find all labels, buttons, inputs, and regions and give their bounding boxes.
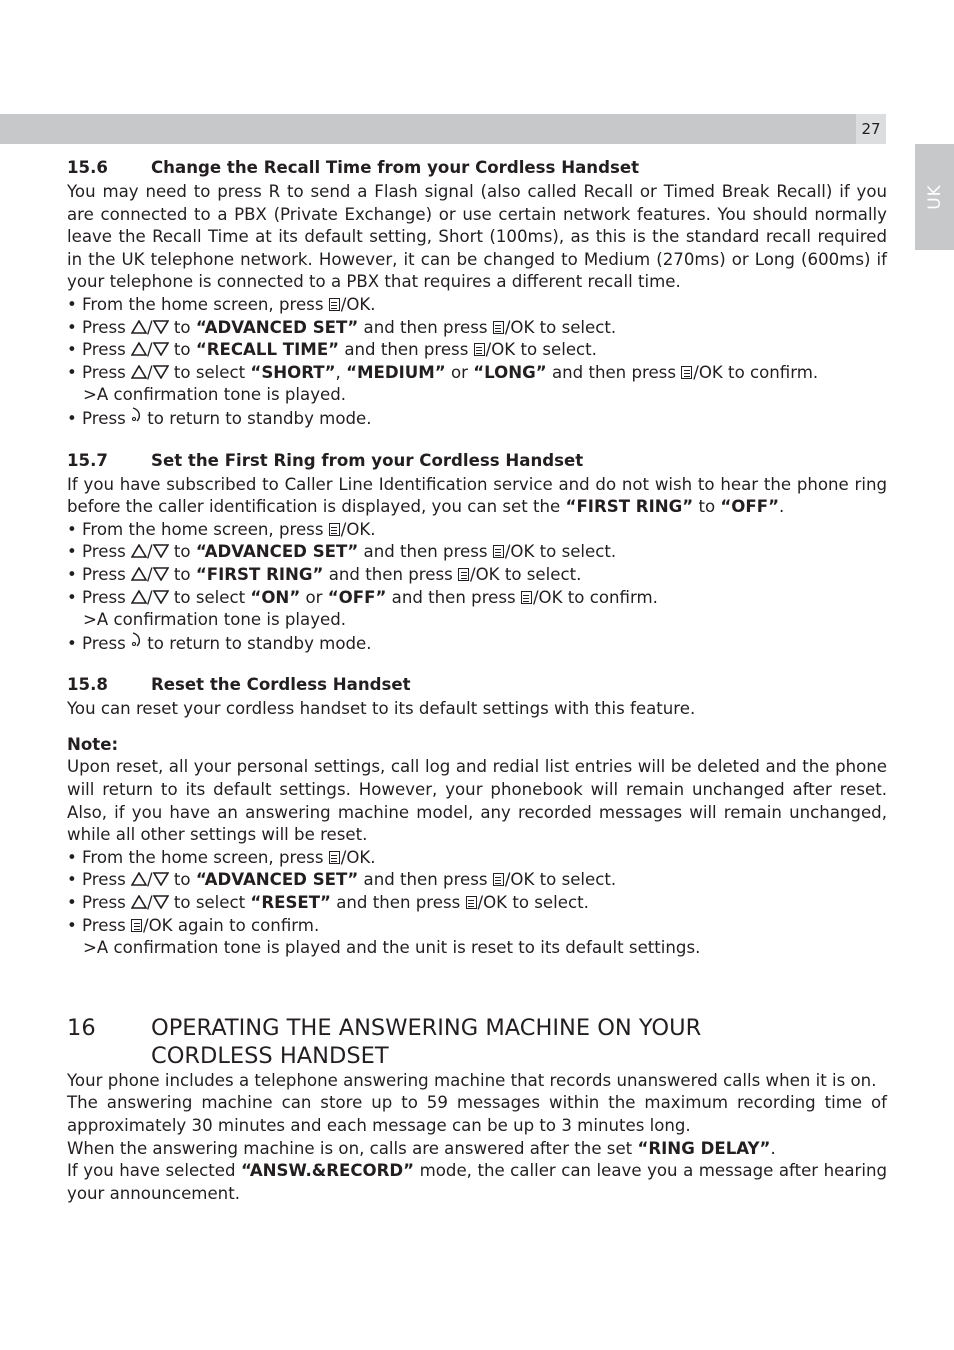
- text: • Press: [67, 340, 126, 360]
- menu-option: “FIRST RING”: [195, 564, 324, 584]
- text: and then press: [336, 893, 461, 913]
- text: and then press: [363, 542, 488, 562]
- side-tab: [915, 144, 954, 250]
- chapter-16-paragraph: Your phone includes a telephone answering machine that records unanswered calls when it is on.: [67, 1070, 877, 1090]
- chapter-title: [151, 1014, 701, 1070]
- header-bar: [0, 114, 856, 144]
- menu-option: “SHORT”: [250, 362, 336, 382]
- text: • Press: [67, 587, 126, 607]
- text: • Press: [67, 408, 126, 428]
- section-15-6-intro: [67, 181, 887, 294]
- list-item: [67, 915, 887, 938]
- section-title: Set the First Ring from your Cordless Handset: [151, 450, 584, 470]
- menu-icon: [329, 523, 340, 536]
- text: • Press: [67, 542, 126, 562]
- text: /OK to confirm.: [693, 362, 819, 382]
- down-arrow-icon: [153, 872, 169, 886]
- section-15-8-intro: You can reset your cordless handset to its default settings with this feature.: [67, 699, 696, 719]
- text: to select: [173, 362, 246, 382]
- note-text: Upon reset, all your personal settings, call log and redial list entries will be deleted and the phone will return to its default settings. However, your phonebook will remain unchanged after reset. Also, if you have an answering machine model, any recorded messages will remain unchanged, while all other settings will be reset.: [67, 757, 887, 845]
- list-item: • Press / to “ADVANCED SET” and then press /OK to select.: [67, 542, 617, 562]
- list-item: [67, 519, 887, 542]
- text: and then press: [391, 587, 516, 607]
- text: to send a Flash signal (also called Recall or Timed Break Recall) if you are connected to a PBX (Private Exchange) or use certain network features. You should normally leave the Recall Time at its default setting, Short (100ms), as this is the standard recall required in the UK telephone network. However, it can be changed to Medium (270ms) or Long (600ms) if your telephone is connected to a PBX that requires a different recall time.: [67, 182, 887, 292]
- down-arrow-icon: [153, 342, 169, 356]
- text: • From the home screen, press: [67, 847, 324, 867]
- text: If you have selected: [67, 1161, 236, 1181]
- page-content: [67, 155, 887, 1205]
- up-arrow-icon: [131, 895, 147, 909]
- end-call-icon: [131, 632, 142, 657]
- list-item: [67, 294, 887, 317]
- down-arrow-icon: [153, 365, 169, 379]
- menu-option: “ON”: [250, 587, 301, 607]
- list-item: [67, 407, 887, 432]
- text: to select: [173, 587, 246, 607]
- list-item: • Press / to select “SHORT”, “MEDIUM” or “LONG” and then press /OK to confirm.: [67, 362, 819, 382]
- text: /OK to select.: [504, 317, 617, 337]
- text: and then press: [363, 317, 488, 337]
- text: to select: [173, 893, 246, 913]
- menu-option: “RECALL TIME”: [195, 340, 340, 360]
- text: ,: [335, 362, 341, 382]
- chapter-16-paragraph: [67, 1138, 887, 1161]
- menu-icon: [466, 896, 477, 909]
- text: to: [173, 317, 191, 337]
- text: .: [770, 1138, 776, 1158]
- spacer: [67, 432, 887, 448]
- list-item: [67, 847, 887, 870]
- text: • From the home screen, press: [67, 519, 324, 539]
- menu-icon: [493, 873, 504, 886]
- list-item: • Press / to “RECALL TIME” and then press /OK to select.: [67, 340, 597, 360]
- text: to return to standby mode.: [147, 633, 372, 653]
- text: and then press: [344, 340, 469, 360]
- side-tab-label: UK: [924, 184, 945, 210]
- page-number: 27: [856, 114, 886, 144]
- text: /OK.: [340, 519, 376, 539]
- chapter-title-line: OPERATING THE ANSWERING MACHINE ON YOUR: [151, 1014, 702, 1041]
- section-15-7-heading: [67, 448, 887, 474]
- text: or: [450, 362, 468, 382]
- text: • Press: [67, 893, 126, 913]
- text: /OK again to confirm.: [143, 915, 320, 935]
- section-number: 15.8: [67, 675, 108, 695]
- down-arrow-icon: [153, 567, 169, 581]
- text: • Press: [67, 564, 126, 584]
- menu-icon: [681, 366, 692, 379]
- section-15-7-intro: [67, 474, 887, 519]
- up-arrow-icon: [131, 320, 147, 334]
- text: and then press: [328, 564, 453, 584]
- spacer: [67, 721, 887, 734]
- chapter-number: 16: [67, 1014, 96, 1041]
- result-note: >A confirmation tone is played and the unit is reset to its default settings.: [83, 938, 701, 958]
- menu-option: “ANSW.&RECORD”: [241, 1161, 415, 1181]
- chapter-16-paragraph: [67, 1160, 887, 1205]
- text: /OK to confirm.: [532, 587, 658, 607]
- down-arrow-icon: [153, 895, 169, 909]
- menu-icon: [329, 851, 340, 864]
- text: When the answering machine is on, calls are answered after the set: [67, 1138, 633, 1158]
- menu-option: “ADVANCED SET”: [195, 317, 359, 337]
- menu-icon: [458, 568, 469, 581]
- text: /OK to select.: [470, 564, 582, 584]
- section-number: 15.7: [67, 450, 108, 470]
- text: to return to standby mode.: [147, 408, 372, 428]
- text: /OK.: [340, 847, 376, 867]
- up-arrow-icon: [131, 342, 147, 356]
- text: .: [778, 497, 785, 517]
- menu-icon: [521, 591, 532, 604]
- menu-option: “ADVANCED SET”: [195, 542, 359, 562]
- down-arrow-icon: [153, 544, 169, 558]
- menu-icon: [131, 919, 142, 932]
- text: to: [173, 870, 191, 890]
- menu-option: “RING DELAY”: [637, 1138, 771, 1158]
- up-arrow-icon: [131, 872, 147, 886]
- text: /OK.: [340, 294, 376, 314]
- text: /OK to select.: [485, 340, 597, 360]
- text: or: [305, 587, 323, 607]
- text: to: [173, 542, 191, 562]
- up-arrow-icon: [131, 590, 147, 604]
- text: /OK to select.: [477, 893, 589, 913]
- text: If you have subscribed to Caller Line Identification service and do not wish to hear the phone ring before the caller identification is displayed, you can set the: [67, 474, 887, 517]
- chapter-16-heading: [67, 1014, 887, 1070]
- list-item: • Press / to “ADVANCED SET” and then press /OK to select.: [67, 870, 617, 890]
- menu-option: “ADVANCED SET”: [195, 870, 359, 890]
- text: • Press: [67, 317, 126, 337]
- chapter-title-line: CORDLESS HANDSET: [151, 1042, 389, 1069]
- list-item: • Press / to select “ON” or “OFF” and then press /OK to confirm.: [67, 587, 658, 607]
- note-title: Note:: [67, 734, 119, 754]
- text: to: [173, 340, 191, 360]
- up-arrow-icon: [131, 544, 147, 558]
- menu-option: “OFF”: [720, 497, 779, 517]
- menu-option: “MEDIUM”: [346, 362, 446, 382]
- text: /OK to select.: [504, 870, 617, 890]
- section-number: 15.6: [67, 158, 108, 177]
- down-arrow-icon: [153, 320, 169, 334]
- menu-option: “RESET”: [250, 893, 331, 913]
- text: • Press: [67, 915, 126, 935]
- menu-icon: [474, 343, 485, 356]
- text: • Press: [67, 633, 126, 653]
- section-15-6-heading: [67, 155, 887, 181]
- up-arrow-icon: [131, 365, 147, 379]
- list-item: [67, 632, 887, 657]
- text: to: [173, 564, 191, 584]
- spacer: [67, 656, 887, 672]
- section-title: Change the Recall Time from your Cordless Handset: [151, 158, 640, 177]
- list-item: • Press / to “FIRST RING” and then press /OK to select.: [67, 564, 582, 584]
- text: and then press: [551, 362, 676, 382]
- result-note: >A confirmation tone is played.: [83, 610, 347, 630]
- text: • Press: [67, 870, 126, 890]
- text: • Press: [67, 362, 126, 382]
- up-arrow-icon: [131, 567, 147, 581]
- text: and then press: [363, 870, 488, 890]
- menu-option: “LONG”: [473, 362, 547, 382]
- spacer: [67, 960, 887, 1014]
- menu-icon: [493, 321, 504, 334]
- menu-option: “FIRST RING”: [565, 497, 694, 517]
- down-arrow-icon: [153, 590, 169, 604]
- text: You may need to press: [67, 182, 262, 201]
- chapter-16-paragraph: The answering machine can store up to 59 messages within the maximum recording time of approximately 30 minutes and each message can be up to 3 minutes long.: [67, 1093, 887, 1135]
- result-note: >A confirmation tone is played.: [83, 385, 347, 405]
- list-item: • Press / to “ADVANCED SET” and then press /OK to select.: [67, 317, 617, 337]
- text: to: [698, 497, 716, 517]
- text: • From the home screen, press: [67, 294, 324, 314]
- r-key-label: R: [268, 182, 281, 201]
- text: /OK to select.: [504, 542, 617, 562]
- menu-icon: [329, 298, 340, 311]
- text: mode, the caller can leave you a message after hearing your announcement.: [67, 1161, 887, 1203]
- menu-icon: [493, 545, 504, 558]
- section-title: Reset the Cordless Handset: [151, 675, 411, 695]
- end-call-icon: [131, 407, 142, 432]
- list-item: • Press / to select “RESET” and then press /OK to select.: [67, 893, 589, 913]
- menu-option: “OFF”: [327, 587, 387, 607]
- section-15-8-heading: [67, 672, 887, 698]
